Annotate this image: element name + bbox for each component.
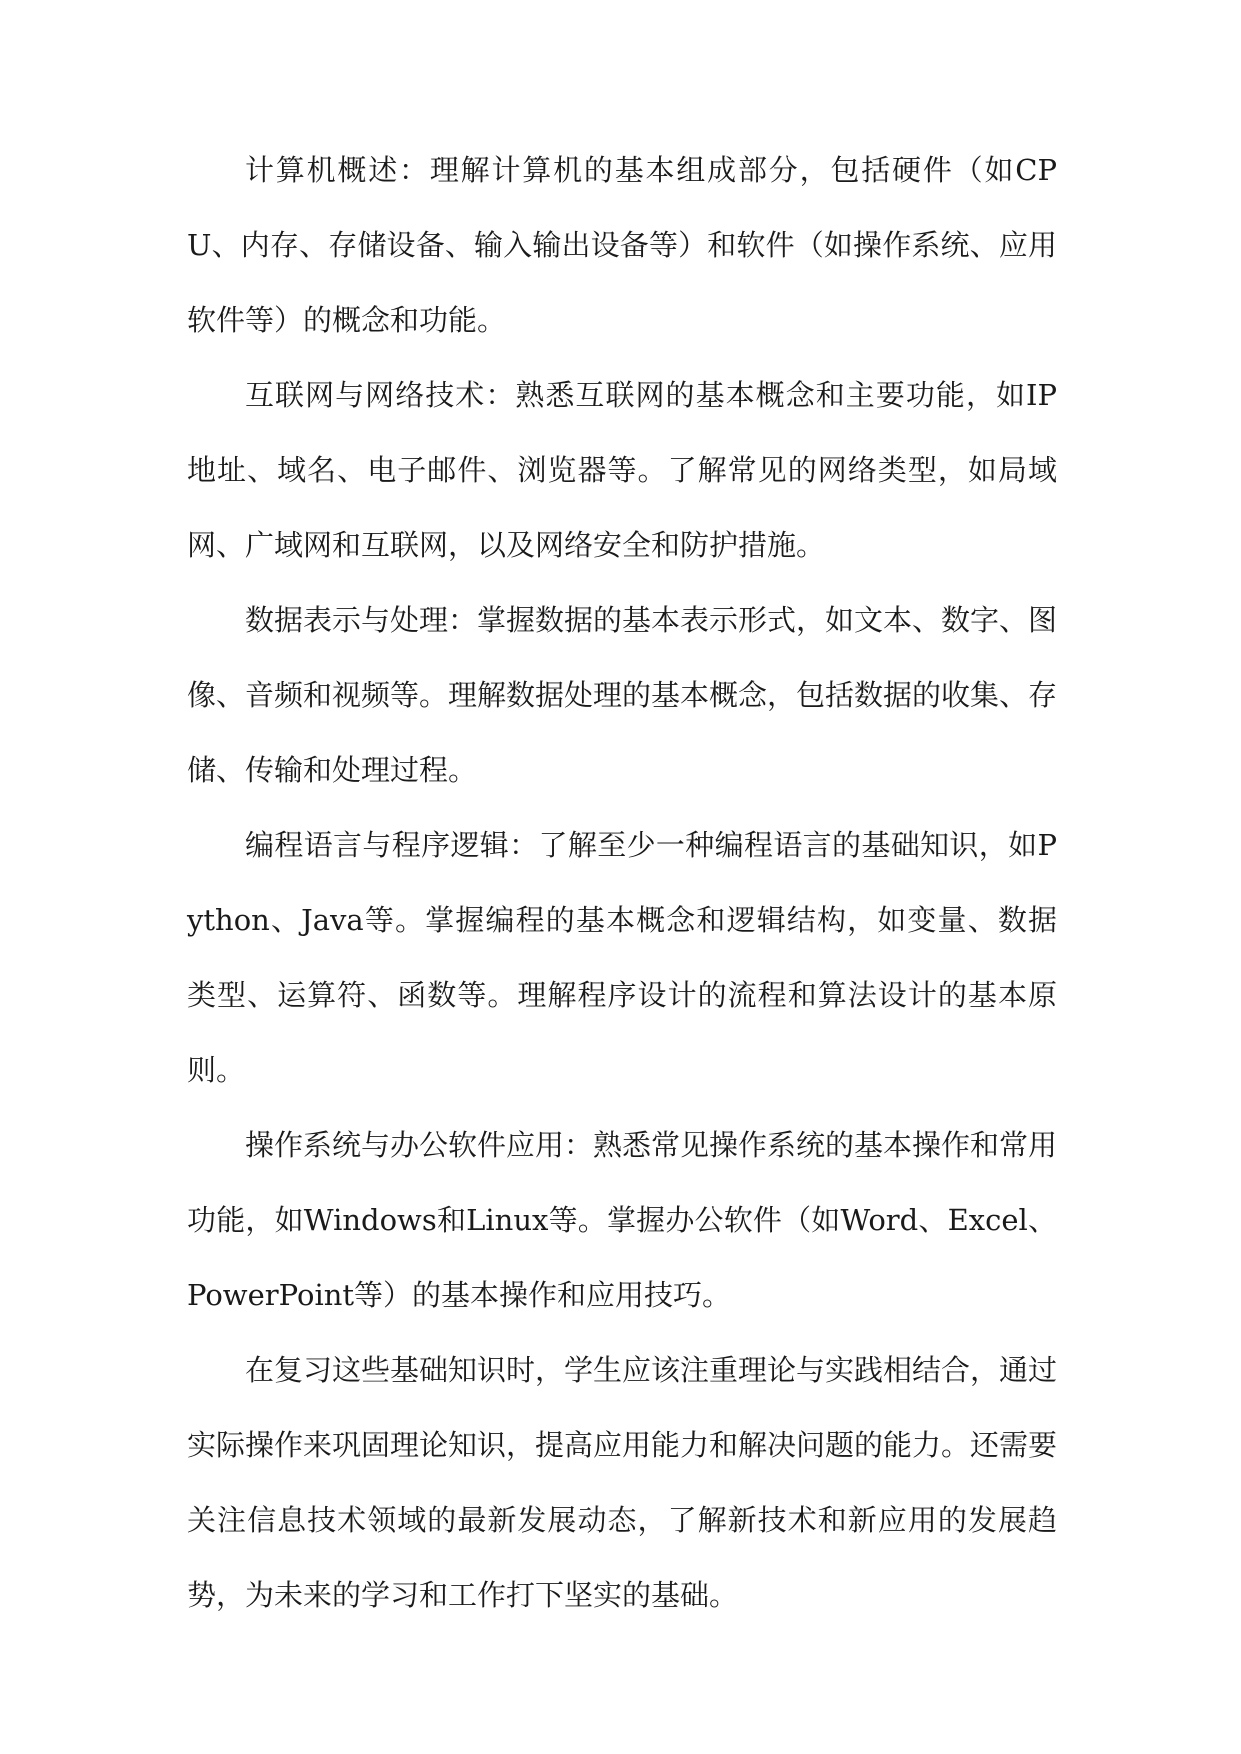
- paragraph-data-processing: 数据表示与处理：掌握数据的基本表示形式，如文本、数字、图像、音频和视频等。理解数据处理的基本概念，包括数据的收集、存储、传输和处理过程。: [187, 603, 1058, 787]
- document-body: [187, 133, 1057, 1633]
- paragraph-review-advice: 在复习这些基础知识时，学生应该注重理论与实践相结合，通过实际操作来巩固理论知识，提高应用能力和解决问题的能力。还需要关注信息技术领域的最新发展动态，了解新技术和新应用的发展趋势，为未来的学习和工作打下坚实的基础。: [187, 1353, 1058, 1612]
- paragraph-programming: 编程语言与程序逻辑：了解至少一种编程语言的基础知识，如Python、Java等。掌握编程的基本概念和逻辑结构，如变量、数据类型、运算符、函数等。理解程序设计的流程和算法设计的基本原则。: [187, 828, 1057, 1087]
- paragraph-internet-network: 互联网与网络技术：熟悉互联网的基本概念和主要功能，如IP地址、域名、电子邮件、浏览器等。了解常见的网络类型，如局域网、广域网和互联网，以及网络安全和防护措施。: [187, 378, 1057, 562]
- paragraph-computer-overview: 计算机概述：理解计算机的基本组成部分，包括硬件（如CPU、内存、存储设备、输入输出设备等）和软件（如操作系统、应用软件等）的概念和功能。: [187, 153, 1057, 337]
- paragraph-os-office: 操作系统与办公软件应用：熟悉常见操作系统的基本操作和常用功能，如Windows和Linux等。掌握办公软件（如Word、Excel、PowerPoint等）的基本操作和应用技巧。: [187, 1128, 1058, 1312]
